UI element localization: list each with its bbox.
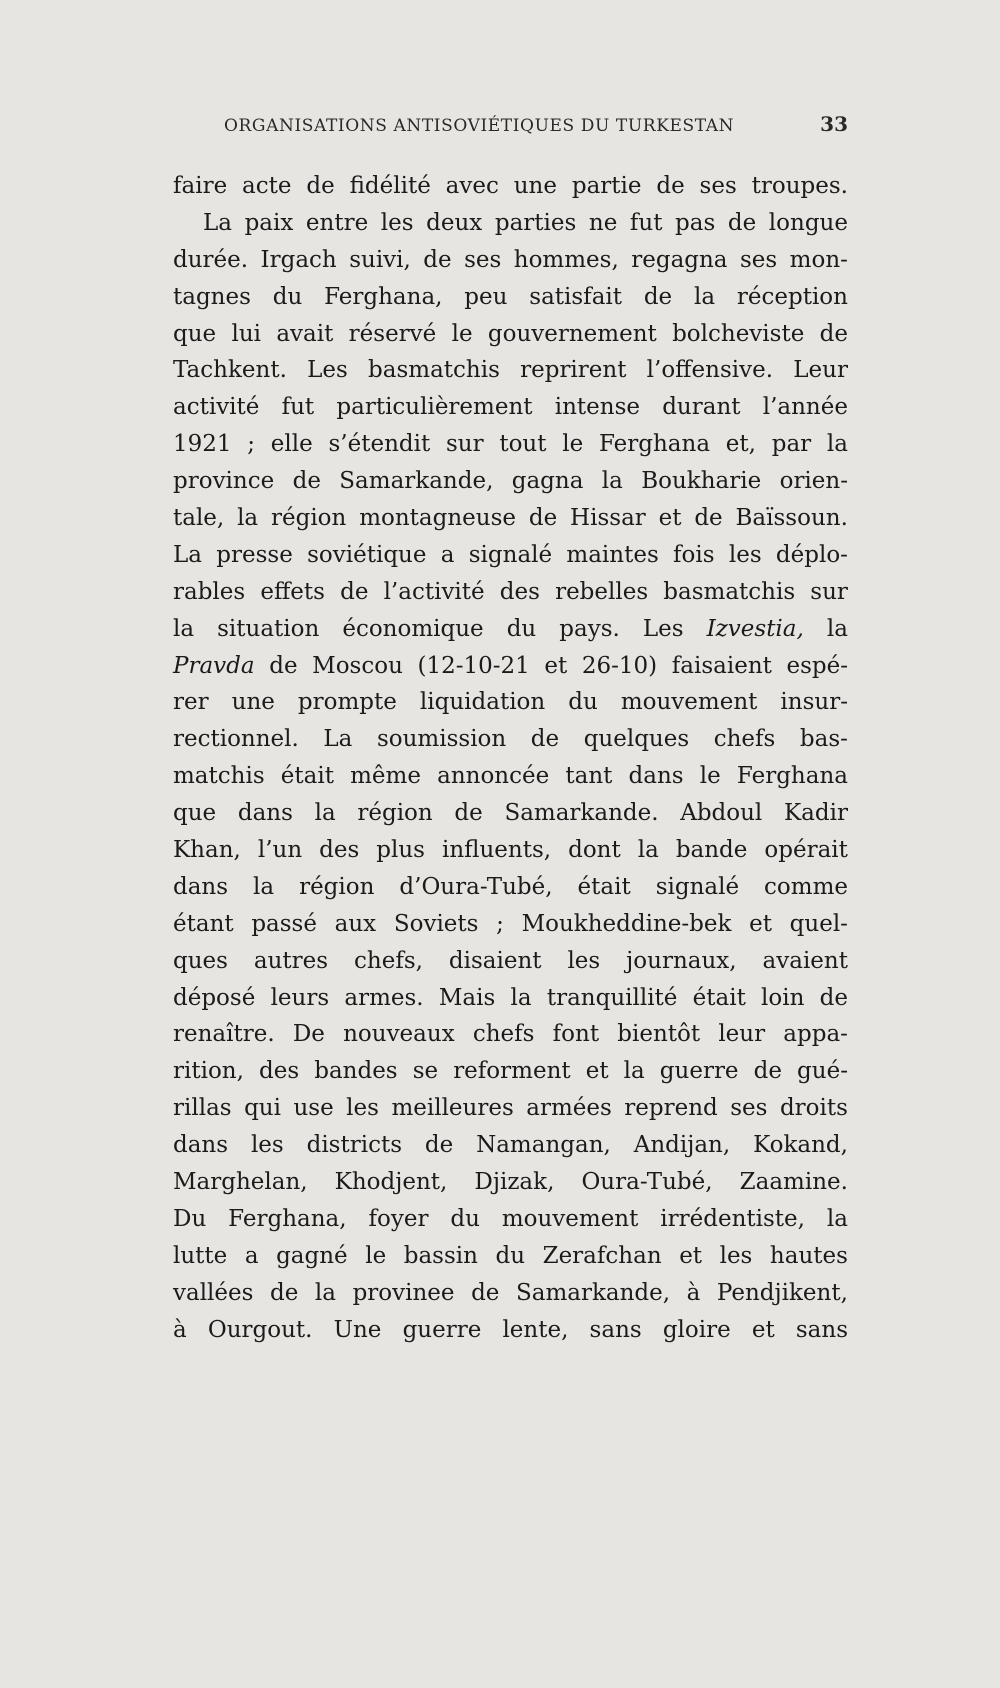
word: faisaient [671,652,772,679]
word: La [203,209,232,236]
word: soumission [376,726,507,753]
word: De [292,1021,325,1048]
word: à [173,1316,187,1343]
word: gloire [662,1316,731,1343]
word: gagné [276,1242,348,1269]
word: Ferghana [598,431,711,458]
word: regagna [631,246,728,273]
word: meilleures [391,1095,514,1122]
word: plus [376,837,425,864]
word: les [719,1242,753,1269]
word: Kokand, [753,1132,848,1159]
word: la [253,873,275,900]
word: leur [718,1021,766,1048]
text-line [173,500,848,537]
word: était [280,763,334,790]
word: de [753,1058,782,1085]
word: armes. [344,984,424,1011]
word: droits [779,1095,848,1122]
word: opérait [764,837,848,864]
word: chefs [713,726,776,753]
word: rebelles [555,578,649,605]
word: paix [244,209,294,236]
word: s’étendit [328,431,431,458]
word: gué- [797,1058,848,1085]
word: Tachkent. [173,357,287,384]
text-line [173,832,848,869]
word: Pravda [173,652,255,679]
word: fois [673,541,715,568]
word: déplo- [775,541,848,568]
word: la [314,1279,336,1306]
word: hommes, [513,246,619,273]
word: la [237,505,259,532]
word: renaître. [173,1021,275,1048]
word: quelques [583,726,690,753]
word: Du [173,1205,207,1232]
word: Samarkande. [504,800,659,827]
text-line [173,611,848,648]
word: longue [768,209,848,236]
word: la [826,1205,848,1232]
word: quel- [789,910,848,937]
word: des [259,1058,300,1085]
word: acte [242,173,292,199]
word: Leur [793,357,848,384]
word: rition, [173,1058,244,1085]
word: Marghelan, [173,1169,308,1196]
word: et, [725,431,756,458]
word: appa- [783,1021,848,1048]
text-line [173,389,848,426]
word: sans [589,1316,642,1343]
text-line [173,648,848,685]
word: dans [173,873,229,900]
word: la [314,800,336,827]
text-line [173,906,848,943]
word: la [601,468,623,495]
word: Khodjent, [334,1169,448,1196]
word: lente, [502,1316,569,1343]
word: l’année [762,394,848,421]
word: durée. [173,246,249,273]
word: avec [445,173,499,199]
word: de [528,505,558,532]
word: prompte [297,689,397,716]
word: du [506,615,537,642]
word: troupes. [751,173,848,199]
text-line [173,574,848,611]
word: gagna [511,468,584,495]
word: et [749,910,772,937]
word: Pendjikent, [716,1279,848,1306]
word: une [513,173,557,199]
word: districts [306,1132,402,1159]
word: espé- [786,652,848,679]
word: le [365,1242,387,1269]
word: Moscou [312,652,403,679]
word: le [562,431,584,458]
word: bande [675,837,748,864]
word: maintes [566,541,659,568]
word: de [423,246,452,273]
word: ques [173,947,228,974]
word: rer [173,689,209,716]
word: partie [571,173,642,199]
word: mouvement [501,1205,639,1232]
word: Moukheddine-bek [521,910,732,937]
word: Oura-Tubé, [581,1169,713,1196]
word: liquidation [419,689,546,716]
word: dans [173,1132,229,1159]
word: Les [642,615,684,642]
text-line [173,795,848,832]
word: Mais [438,984,496,1011]
word: use [293,1095,334,1122]
word: les [728,541,762,568]
word: irrédentiste, [660,1205,805,1232]
word: du [450,1205,480,1232]
word: passé [251,910,317,937]
word: loin [761,984,805,1011]
word: guerre [659,1058,739,1085]
word: effets [260,578,325,605]
word: armées [526,1095,612,1122]
word: reforment [453,1058,571,1085]
word: même [350,763,421,790]
text-line [173,1238,848,1275]
word: durant [662,394,741,421]
word: fut [281,394,315,421]
word: de [340,578,369,605]
word: Ferghana, [228,1205,347,1232]
word: réservé [348,320,437,347]
word: réception [736,283,848,310]
word: chefs [472,1021,535,1048]
word: Samarkande, [515,1279,671,1306]
word: dans [628,763,684,790]
text-line [173,869,848,906]
word: faire [173,173,228,199]
word: de [269,652,298,679]
running-title: ORGANISATIONS ANTISOVIÉTIQUES DU TURKESTAN [224,116,735,136]
text-line [173,537,848,574]
page-number: 33 [820,112,848,136]
body-text [173,168,848,1349]
word: Abdoul [680,800,763,827]
running-head [224,112,848,144]
text-line [173,168,848,205]
text-line [173,721,848,758]
word: Ferghana, [324,283,443,310]
word: Andijan, [633,1132,731,1159]
word: Hissar [570,505,646,532]
word: Une [333,1316,382,1343]
word: fut [629,209,663,236]
text-line [173,242,848,279]
word: la [173,615,195,642]
word: comme [764,873,848,900]
word: Ourgout. [207,1316,313,1343]
word: Djizak, [474,1169,555,1196]
word: reprirent [520,357,627,384]
word: sur [445,431,484,458]
word: bientôt [617,1021,701,1048]
word: qui [244,1095,281,1122]
word: satisfait [529,283,623,310]
word: le [699,763,721,790]
word: l’activité [383,578,485,605]
word: tout [499,431,547,458]
word: ses [730,1095,768,1122]
word: tale, [173,505,225,532]
word: sans [795,1316,848,1343]
word: chefs, [354,947,423,974]
text-line [173,1201,848,1238]
word: foyer [368,1205,429,1232]
word: signalé [655,873,740,900]
word: insur- [780,689,848,716]
word: que [173,320,217,347]
word: Izvestia, [706,615,804,642]
word: parties [494,209,577,236]
word: intense [554,394,640,421]
word: de [643,283,673,310]
word: deux [426,209,483,236]
text-line [173,684,848,721]
word: annoncée [437,763,550,790]
word: les [250,1132,284,1159]
text-line [173,1275,848,1312]
word: aux [334,910,377,937]
word: guerre [402,1316,482,1343]
word: bas- [799,726,848,753]
word: Soviets [393,910,479,937]
word: Zaamine. [739,1169,848,1196]
word: a [244,1242,259,1269]
word: la [623,1058,645,1085]
word: Baïssoun. [735,505,848,532]
word: de [306,173,335,199]
word: rillas [173,1095,232,1122]
word: mouvement [620,689,758,716]
word: les [567,947,601,974]
word: étant [173,910,234,937]
word: reprend [624,1095,718,1122]
word: basmatchis [663,578,796,605]
word: la [637,837,659,864]
word: hautes [769,1242,848,1269]
word: était [577,873,631,900]
word: bolcheviste [672,320,805,347]
word: disaient [448,947,542,974]
word: signalé [468,541,553,568]
text-line [173,1164,848,1201]
text-line [173,205,848,242]
word: l’un [257,837,303,864]
word: de [454,800,483,827]
text-line [173,980,848,1017]
word: provinee [352,1279,455,1306]
word: des [499,578,540,605]
text-line [173,426,848,463]
word: l’offensive. [646,357,774,384]
word: lui [231,320,261,347]
text-line [173,758,848,795]
word: pas [675,209,716,236]
word: basmatchis [368,357,500,384]
word: les [346,1095,379,1122]
word: La [173,541,202,568]
word: de [530,726,560,753]
word: et [658,505,682,532]
word: Namangan, [476,1132,611,1159]
word: de [819,320,848,347]
text-line [173,943,848,980]
word: de [819,984,848,1011]
word: suivi, [349,246,411,273]
word: a [440,541,455,568]
word: gouvernement [487,320,657,347]
word: de [424,1132,454,1159]
word: des [319,837,360,864]
word: la [826,615,848,642]
word: font [552,1021,600,1048]
word: la [510,984,532,1011]
word: Zerafchan [542,1242,662,1269]
word: avait [276,320,334,347]
word: région [271,505,347,532]
word: tranquillité [546,984,678,1011]
word: Les [307,357,348,384]
word: tagnes [173,283,251,310]
text-line [173,463,848,500]
word: fidélité [349,173,431,199]
word: une [231,689,275,716]
word: ses [464,246,502,273]
word: tant [565,763,613,790]
word: la [826,431,848,458]
word: mon- [789,246,848,273]
word: rectionnel. [173,726,299,753]
word: du [568,689,598,716]
word: 26-10) [581,652,658,679]
word: économique [342,615,484,642]
word: orien- [779,468,848,495]
word: Samarkande, [339,468,494,495]
word: autres [253,947,329,974]
text-line [173,316,848,353]
word: bandes [314,1058,398,1085]
text-line [173,1312,848,1349]
word: de [727,209,757,236]
text-line [173,1127,848,1164]
word: ne [588,209,618,236]
word: pays. [559,615,620,642]
word: que [173,800,217,827]
word: et [679,1242,703,1269]
word: sur [810,578,848,605]
word: presse [216,541,293,568]
word: le [451,320,473,347]
word: 1921 [173,431,232,458]
text-line [173,279,848,316]
word: de [694,505,723,532]
word: Boukharie [641,468,762,495]
text-line [173,352,848,389]
word: ; [496,910,504,937]
word: avaient [762,947,848,974]
word: province [173,468,275,495]
text-line [173,1053,848,1090]
word: dans [237,800,293,827]
word: Irgach [260,246,337,273]
word: du [272,283,303,310]
word: (12-10-21 [417,652,530,679]
text-line [173,1016,848,1053]
word: ; [247,431,256,458]
word: rables [173,578,246,605]
word: la [693,283,716,310]
word: et [585,1058,609,1085]
word: matchis [173,763,265,790]
word: journaux, [626,947,737,974]
word: lutte [173,1242,228,1269]
word: vallées [173,1279,254,1306]
word: déposé [173,984,256,1011]
word: de [292,468,321,495]
word: et [751,1316,775,1343]
word: et [544,652,568,679]
word: Kadir [783,800,848,827]
word: à [686,1279,701,1306]
word: région [357,800,433,827]
word: de [471,1279,500,1306]
word: bassin [403,1242,478,1269]
word: se [412,1058,439,1085]
word: du [495,1242,526,1269]
word: montagneuse [359,505,517,532]
word: peu [464,283,508,310]
word: nouveaux [343,1021,455,1048]
word: par [771,431,812,458]
word: particulièrement [336,394,533,421]
word: soviétique [307,541,427,568]
word: Ferghana [736,763,848,790]
word: Khan, [173,837,241,864]
word: ses [739,246,778,273]
word: était [692,984,746,1011]
word: les [380,209,414,236]
word: leurs [270,984,330,1011]
word: dont [568,837,621,864]
word: de [656,173,685,199]
word: influents, [441,837,552,864]
word: entre [305,209,369,236]
word: région [299,873,375,900]
text-line [173,1090,848,1127]
word: d’Oura-Tubé, [399,873,553,900]
word: ses [699,173,737,199]
word: de [270,1279,299,1306]
word: La [323,726,353,753]
word: activité [173,394,260,421]
word: elle [270,431,313,458]
word: situation [217,615,320,642]
